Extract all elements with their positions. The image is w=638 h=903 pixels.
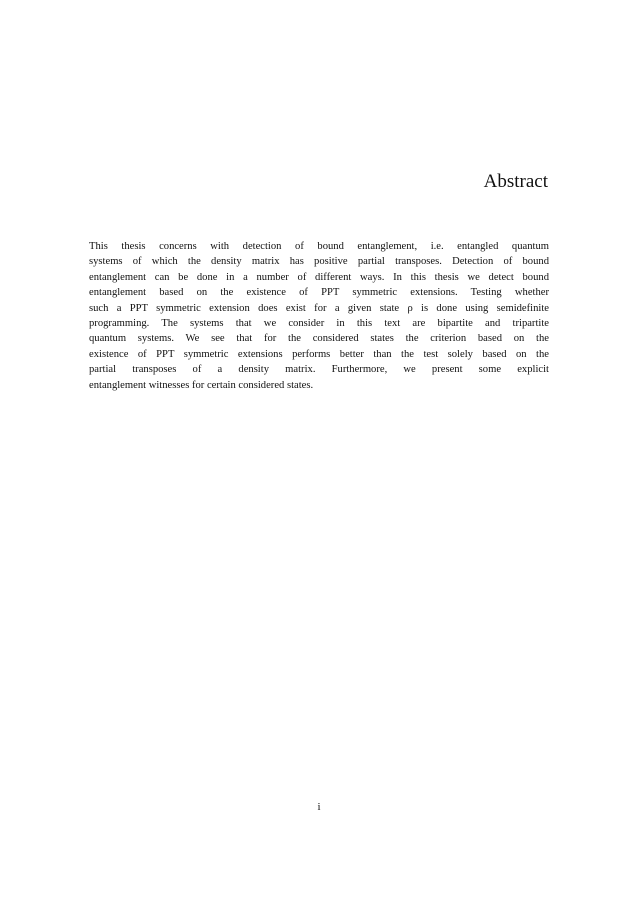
page-number: i [317,801,321,813]
abstract-line: existence of PPT symmetric extensions performs better than the test solely based on the [89,348,549,360]
abstract-line: quantum systems. We see that for the considered states the criterion based on the [89,333,549,345]
abstract-line: programming. The systems that we consider in this text are bipartite and tripartite [89,318,549,330]
abstract-line: entanglement based on the existence of PPT symmetric extensions. Testing whether [89,287,549,299]
abstract-paragraph [89,239,549,393]
abstract-line: entanglement witnesses for certain considered states. [89,379,314,391]
abstract-line: This thesis concerns with detection of bound entanglement, i.e. entangled quantum [89,241,549,252]
abstract-line: entanglement can be done in a number of different ways. In this thesis we detect bound [89,271,549,283]
abstract-line: partial transposes of a density matrix. Furthermore, we present some explicit [89,364,549,376]
abstract-line: systems of which the density matrix has positive partial transposes. Detection of bound [89,256,549,268]
abstract-heading: Abstract [483,171,548,192]
abstract-line: such a PPT symmetric extension does exist for a given state ρ is done using semidefinite [89,302,549,314]
